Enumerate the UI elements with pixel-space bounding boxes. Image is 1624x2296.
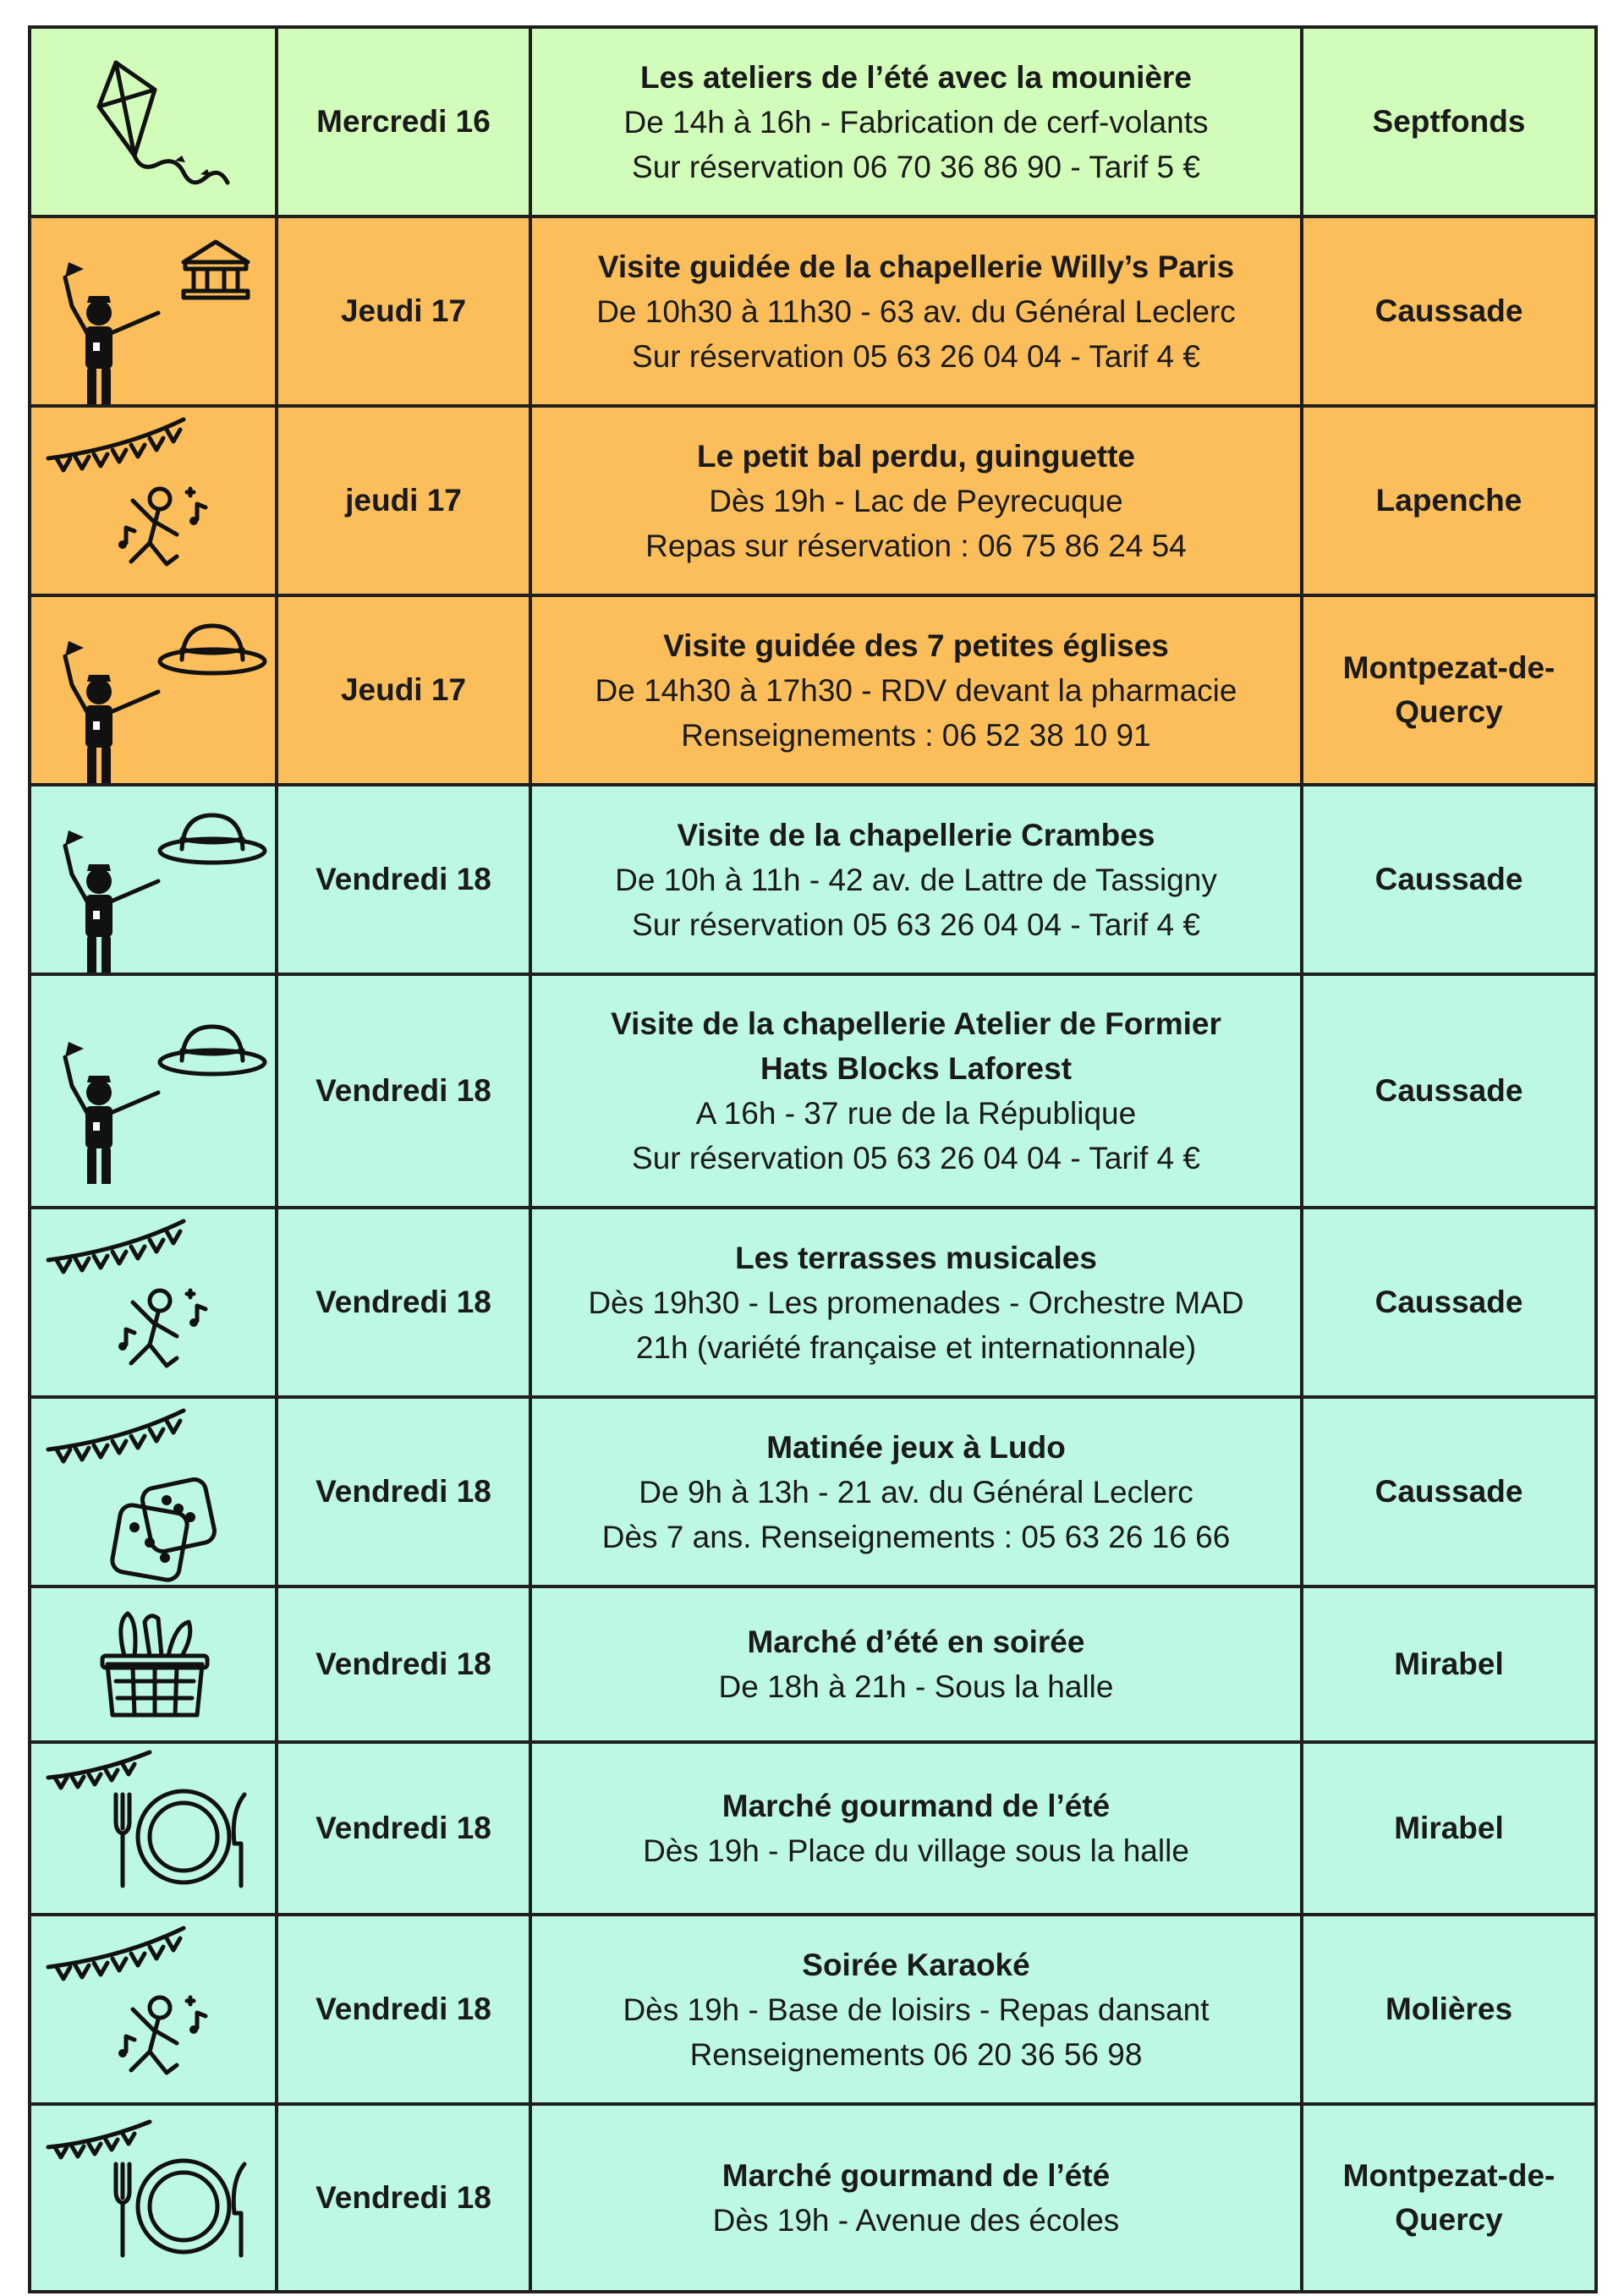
event-detail: Sur réservation 05 63 26 04 04 - Tarif 4 € <box>632 1141 1200 1175</box>
event-title: Les ateliers de l’été avec la mounière <box>640 59 1192 95</box>
event-detail: Sur réservation 06 70 36 86 90 - Tarif 5 € <box>632 149 1200 184</box>
event-detail: De 10h à 11h - 42 av. de Lattre de Tassigny <box>615 862 1217 897</box>
event-detail: Dès 19h30 - Les promenades - Orchestre MAD <box>588 1285 1244 1320</box>
event-title: Marché gourmand de l’été <box>721 2158 1111 2193</box>
event-place: Molières <box>1302 1915 1596 2104</box>
event-row <box>30 1586 1596 1742</box>
event-icon-cell <box>30 406 277 595</box>
event-detail: Renseignements 06 20 36 56 98 <box>689 2036 1143 2072</box>
event-icon-cell <box>30 974 277 1208</box>
event-title: Marché gourmand de l’été <box>721 1789 1111 1823</box>
guide-museum-icon <box>31 218 275 404</box>
event-place: Septfonds <box>1302 27 1596 216</box>
event-title: Visite guidée de la chapellerie Willy’s Paris <box>597 249 1235 284</box>
event-day: Vendredi 18 <box>277 1208 530 1397</box>
event-row <box>30 1397 1596 1586</box>
event-schedule-table <box>28 25 1598 2293</box>
event-row <box>30 406 1596 595</box>
event-title: Visite de la chapellerie Crambes <box>677 817 1155 852</box>
bunting-dancer-icon <box>31 1916 275 2102</box>
event-place: Lapenche <box>1302 406 1596 595</box>
event-detail: Dès 19h - Lac de Peyrecuque <box>709 483 1123 518</box>
event-icon-cell <box>30 1397 277 1586</box>
event-detail: Dès 19h - Base de loisirs - Repas dansant <box>623 1992 1210 2027</box>
event-title: Le petit bal perdu, guinguette <box>697 438 1135 474</box>
basket-icon <box>31 1588 275 1740</box>
event-description <box>530 1742 1302 1915</box>
event-detail: Sur réservation 05 63 26 04 04 - Tarif 4 € <box>632 338 1200 374</box>
event-place: Caussade <box>1302 216 1596 406</box>
event-detail: Dès 19h - Place du village sous la halle <box>643 1833 1189 1868</box>
event-detail: De 9h à 13h - 21 av. du Général Leclerc <box>639 1474 1193 1510</box>
bunting-dice-icon <box>31 1399 275 1585</box>
event-day: Jeudi 17 <box>277 595 530 785</box>
event-icon-cell <box>30 1208 277 1397</box>
event-place: Montpezat-de-Quercy <box>1302 595 1596 785</box>
event-row <box>30 1915 1596 2104</box>
event-description <box>530 595 1302 785</box>
event-description <box>530 974 1302 1208</box>
guide-hat-icon <box>31 998 275 1184</box>
bunting-dancer-icon <box>31 408 275 594</box>
event-day: Vendredi 18 <box>277 785 530 974</box>
event-icon-cell <box>30 2104 277 2292</box>
event-day: Mercredi 16 <box>277 27 530 216</box>
event-day: Vendredi 18 <box>277 1742 530 1915</box>
event-row <box>30 27 1596 216</box>
event-icon-cell <box>30 1742 277 1915</box>
event-detail: Dès 7 ans. Renseignements : 05 63 26 16 66 <box>601 1519 1231 1554</box>
event-day: Vendredi 18 <box>277 1915 530 2104</box>
bunting-plate-icon <box>31 2113 275 2282</box>
event-icon-cell <box>30 27 277 216</box>
event-detail: Sur réservation 05 63 26 04 04 - Tarif 4 € <box>632 907 1200 942</box>
event-description <box>530 27 1302 216</box>
event-day: Jeudi 17 <box>277 216 530 406</box>
event-icon-cell <box>30 1586 277 1742</box>
event-row <box>30 1742 1596 1915</box>
event-detail: 21h (variété française et internationnale) <box>635 1329 1197 1365</box>
event-title: Matinée jeux à Ludo <box>766 1429 1066 1465</box>
event-detail: A 16h - 37 rue de la République <box>695 1096 1137 1131</box>
event-title-line-2: Hats Blocks Laforest <box>760 1051 1073 1086</box>
event-detail: Repas sur réservation : 06 75 86 24 54 <box>645 528 1187 563</box>
event-description <box>530 1208 1302 1397</box>
event-description <box>530 1586 1302 1742</box>
event-detail: De 10h30 à 11h30 - 63 av. du Général Leclerc <box>596 293 1236 329</box>
event-title: Soirée Karaoké <box>802 1947 1030 1982</box>
event-detail: Dès 19h - Avenue des écoles <box>712 2203 1120 2238</box>
event-day: Vendredi 18 <box>277 2104 530 2292</box>
event-description <box>530 785 1302 974</box>
event-place: Caussade <box>1302 974 1596 1208</box>
event-detail: Renseignements : 06 52 38 10 91 <box>681 717 1151 753</box>
event-icon-cell <box>30 216 277 406</box>
guide-hat-icon <box>31 786 275 973</box>
event-day: Vendredi 18 <box>277 1397 530 1586</box>
event-icon-cell <box>30 785 277 974</box>
event-place: Caussade <box>1302 1397 1596 1586</box>
event-title: Visite guidée des 7 petites églises <box>663 627 1169 663</box>
event-title: Les terrasses musicales <box>735 1240 1097 1275</box>
event-row <box>30 216 1596 406</box>
event-description <box>530 1397 1302 1586</box>
guide-hat-icon <box>31 597 275 783</box>
event-row <box>30 595 1596 785</box>
event-row <box>30 1208 1596 1397</box>
event-place: Montpezat-de-Quercy <box>1302 2104 1596 2292</box>
event-description <box>530 406 1302 595</box>
event-detail: De 14h30 à 17h30 - RDV devant la pharmacie <box>595 672 1237 708</box>
event-row <box>30 785 1596 974</box>
event-place: Mirabel <box>1302 1586 1596 1742</box>
event-day: jeudi 17 <box>277 406 530 595</box>
event-title: Marché d’été en soirée <box>747 1625 1085 1659</box>
event-place: Caussade <box>1302 785 1596 974</box>
event-place: Mirabel <box>1302 1742 1596 1915</box>
event-detail: De 18h à 21h - Sous la halle <box>718 1669 1114 1704</box>
bunting-plate-icon <box>31 1744 275 1913</box>
event-description <box>530 1915 1302 2104</box>
event-place: Caussade <box>1302 1208 1596 1397</box>
kite-icon <box>31 29 275 215</box>
bunting-dancer-icon <box>31 1209 275 1395</box>
event-day: Vendredi 18 <box>277 974 530 1208</box>
event-day: Vendredi 18 <box>277 1586 530 1742</box>
event-title: Visite de la chapellerie Atelier de Formier <box>611 1006 1221 1041</box>
event-icon-cell <box>30 595 277 785</box>
event-detail: De 14h à 16h - Fabrication de cerf-volants <box>623 104 1209 140</box>
event-icon-cell <box>30 1915 277 2104</box>
event-description <box>530 2104 1302 2292</box>
event-row <box>30 974 1596 1208</box>
event-row <box>30 2104 1596 2292</box>
event-description <box>530 216 1302 406</box>
